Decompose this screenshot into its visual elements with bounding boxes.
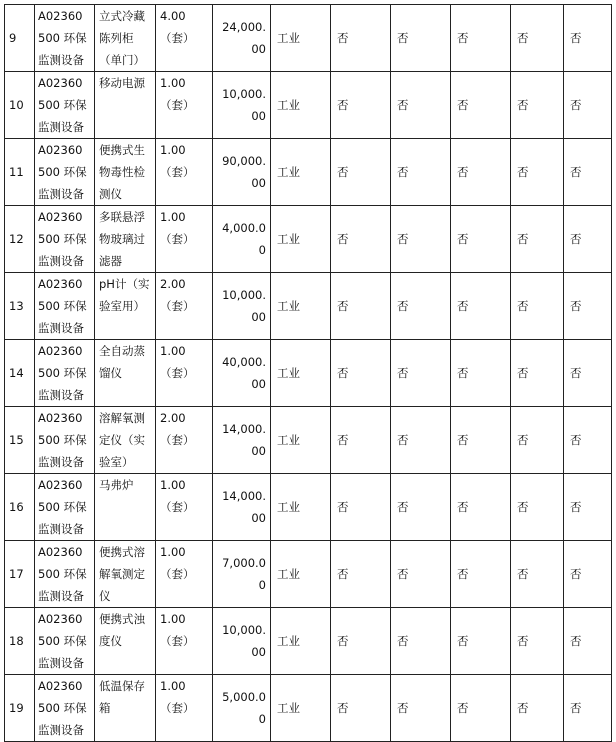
- flag-cell-5: 否: [564, 407, 612, 474]
- item-code-line-3: 监测设备: [38, 254, 84, 268]
- item-code-line-1: A02360: [38, 143, 83, 157]
- item-code: [35, 206, 95, 273]
- item-code: [35, 273, 95, 340]
- flag-cell-2: 否: [391, 541, 451, 608]
- item-code-line-1: A02360: [38, 76, 83, 90]
- item-industry: 工业: [271, 474, 331, 541]
- item-name: 全自动蒸馏仪: [95, 340, 156, 407]
- item-code-line-2: 500 环保: [38, 701, 87, 715]
- flag-cell-4: 否: [511, 139, 564, 206]
- item-amount: 14,000.00: [213, 474, 271, 541]
- item-code-line-2: 500 环保: [38, 433, 87, 447]
- item-amount: 14,000.00: [213, 407, 271, 474]
- flag-cell-3: 否: [451, 206, 511, 273]
- flag-cell-4: 否: [511, 474, 564, 541]
- flag-cell-2: 否: [391, 5, 451, 72]
- flag-cell-2: 否: [391, 407, 451, 474]
- flag-cell-3: 否: [451, 407, 511, 474]
- item-industry: 工业: [271, 407, 331, 474]
- row-number: 16: [5, 474, 35, 541]
- item-amount: 90,000.00: [213, 139, 271, 206]
- flag-cell-2: 否: [391, 608, 451, 675]
- item-code-line-2: 500 环保: [38, 232, 87, 246]
- item-quantity: 1.00（套）: [156, 608, 213, 675]
- item-code-line-1: A02360: [38, 210, 83, 224]
- flag-cell-2: 否: [391, 340, 451, 407]
- item-name: 便携式生物毒性检测仪: [95, 139, 156, 206]
- item-industry: 工业: [271, 72, 331, 139]
- item-amount: 4,000.00: [213, 206, 271, 273]
- flag-cell-1: 否: [331, 675, 391, 742]
- flag-cell-2: 否: [391, 139, 451, 206]
- table-row: [5, 340, 612, 407]
- table-row: [5, 5, 612, 72]
- item-code-line-1: A02360: [38, 478, 83, 492]
- flag-cell-4: 否: [511, 206, 564, 273]
- item-code: [35, 474, 95, 541]
- flag-cell-5: 否: [564, 5, 612, 72]
- flag-cell-3: 否: [451, 5, 511, 72]
- row-number: 12: [5, 206, 35, 273]
- item-quantity: 1.00（套）: [156, 541, 213, 608]
- item-code: [35, 407, 95, 474]
- flag-cell-1: 否: [331, 273, 391, 340]
- item-code-line-2: 500 环保: [38, 567, 87, 581]
- flag-cell-1: 否: [331, 72, 391, 139]
- item-quantity: 1.00（套）: [156, 139, 213, 206]
- flag-cell-5: 否: [564, 206, 612, 273]
- item-code-line-1: A02360: [38, 679, 83, 693]
- row-number: 14: [5, 340, 35, 407]
- table-row: [5, 675, 612, 742]
- flag-cell-5: 否: [564, 72, 612, 139]
- item-quantity: 1.00（套）: [156, 474, 213, 541]
- item-code: [35, 5, 95, 72]
- procurement-table: [4, 4, 612, 742]
- item-name: 移动电源: [95, 72, 156, 139]
- row-number: 9: [5, 5, 35, 72]
- flag-cell-1: 否: [331, 139, 391, 206]
- item-code-line-3: 监测设备: [38, 187, 84, 201]
- item-code-line-3: 监测设备: [38, 455, 84, 469]
- row-number: 19: [5, 675, 35, 742]
- flag-cell-1: 否: [331, 206, 391, 273]
- item-code-line-2: 500 环保: [38, 299, 87, 313]
- item-name: 多联悬浮物玻璃过滤器: [95, 206, 156, 273]
- table-row: [5, 407, 612, 474]
- item-industry: 工业: [271, 206, 331, 273]
- item-industry: 工业: [271, 340, 331, 407]
- item-code-line-3: 监测设备: [38, 53, 84, 67]
- item-quantity: 1.00（套）: [156, 675, 213, 742]
- item-code-line-3: 监测设备: [38, 120, 84, 134]
- flag-cell-4: 否: [511, 273, 564, 340]
- flag-cell-4: 否: [511, 675, 564, 742]
- item-amount: 10,000.00: [213, 608, 271, 675]
- item-name: 便携式溶解氧测定仪: [95, 541, 156, 608]
- item-amount: 10,000.00: [213, 72, 271, 139]
- flag-cell-4: 否: [511, 608, 564, 675]
- item-code-line-3: 监测设备: [38, 656, 84, 670]
- flag-cell-5: 否: [564, 474, 612, 541]
- item-code-line-2: 500 环保: [38, 165, 87, 179]
- flag-cell-2: 否: [391, 474, 451, 541]
- flag-cell-4: 否: [511, 541, 564, 608]
- item-code-line-2: 500 环保: [38, 500, 87, 514]
- row-number: 17: [5, 541, 35, 608]
- row-number: 10: [5, 72, 35, 139]
- flag-cell-5: 否: [564, 608, 612, 675]
- flag-cell-1: 否: [331, 5, 391, 72]
- item-amount: 5,000.00: [213, 675, 271, 742]
- table-row: [5, 474, 612, 541]
- table-row: [5, 139, 612, 206]
- item-code-line-1: A02360: [38, 277, 83, 291]
- item-amount: 10,000.00: [213, 273, 271, 340]
- flag-cell-5: 否: [564, 273, 612, 340]
- item-amount: 7,000.00: [213, 541, 271, 608]
- item-code-line-2: 500 环保: [38, 366, 87, 380]
- flag-cell-3: 否: [451, 273, 511, 340]
- item-code-line-1: A02360: [38, 411, 83, 425]
- item-industry: 工业: [271, 5, 331, 72]
- item-name: 立式冷藏陈列柜（单门）: [95, 5, 156, 72]
- item-code-line-1: A02360: [38, 545, 83, 559]
- table-row: [5, 608, 612, 675]
- row-number: 15: [5, 407, 35, 474]
- flag-cell-3: 否: [451, 340, 511, 407]
- flag-cell-3: 否: [451, 474, 511, 541]
- flag-cell-3: 否: [451, 608, 511, 675]
- table-row: [5, 541, 612, 608]
- flag-cell-1: 否: [331, 541, 391, 608]
- flag-cell-3: 否: [451, 675, 511, 742]
- item-industry: 工业: [271, 675, 331, 742]
- row-number: 18: [5, 608, 35, 675]
- row-number: 13: [5, 273, 35, 340]
- item-code: [35, 608, 95, 675]
- flag-cell-5: 否: [564, 340, 612, 407]
- item-code: [35, 541, 95, 608]
- flag-cell-3: 否: [451, 72, 511, 139]
- item-code-line-3: 监测设备: [38, 589, 84, 603]
- item-code-line-3: 监测设备: [38, 723, 84, 737]
- row-number: 11: [5, 139, 35, 206]
- item-code-line-2: 500 环保: [38, 98, 87, 112]
- item-code-line-2: 500 环保: [38, 634, 87, 648]
- item-code-line-1: A02360: [38, 344, 83, 358]
- flag-cell-5: 否: [564, 541, 612, 608]
- item-name: 马弗炉: [95, 474, 156, 541]
- flag-cell-2: 否: [391, 206, 451, 273]
- item-quantity: 4.00（套）: [156, 5, 213, 72]
- item-quantity: 1.00（套）: [156, 206, 213, 273]
- item-code-line-3: 监测设备: [38, 321, 84, 335]
- item-code: [35, 139, 95, 206]
- item-code-line-3: 监测设备: [38, 388, 84, 402]
- item-quantity: 2.00（套）: [156, 273, 213, 340]
- flag-cell-2: 否: [391, 675, 451, 742]
- flag-cell-4: 否: [511, 72, 564, 139]
- item-industry: 工业: [271, 273, 331, 340]
- table-row: [5, 206, 612, 273]
- item-code: [35, 340, 95, 407]
- item-industry: 工业: [271, 541, 331, 608]
- flag-cell-1: 否: [331, 340, 391, 407]
- item-amount: 40,000.00: [213, 340, 271, 407]
- flag-cell-3: 否: [451, 541, 511, 608]
- item-code-line-1: A02360: [38, 612, 83, 626]
- flag-cell-3: 否: [451, 139, 511, 206]
- item-code: [35, 72, 95, 139]
- item-name: 溶解氧测定仪（实验室）: [95, 407, 156, 474]
- flag-cell-1: 否: [331, 474, 391, 541]
- flag-cell-2: 否: [391, 72, 451, 139]
- flag-cell-2: 否: [391, 273, 451, 340]
- item-name: 便携式浊度仪: [95, 608, 156, 675]
- item-code-line-2: 500 环保: [38, 31, 87, 45]
- table-row: [5, 273, 612, 340]
- item-name: 低温保存箱: [95, 675, 156, 742]
- item-code-line-3: 监测设备: [38, 522, 84, 536]
- item-amount: 24,000.00: [213, 5, 271, 72]
- flag-cell-4: 否: [511, 407, 564, 474]
- item-industry: 工业: [271, 139, 331, 206]
- item-quantity: 1.00（套）: [156, 340, 213, 407]
- flag-cell-1: 否: [331, 608, 391, 675]
- flag-cell-5: 否: [564, 675, 612, 742]
- item-name: pH计（实验室用）: [95, 273, 156, 340]
- item-quantity: 1.00（套）: [156, 72, 213, 139]
- flag-cell-4: 否: [511, 340, 564, 407]
- table-row: [5, 72, 612, 139]
- flag-cell-5: 否: [564, 139, 612, 206]
- item-quantity: 2.00（套）: [156, 407, 213, 474]
- flag-cell-1: 否: [331, 407, 391, 474]
- item-code: [35, 675, 95, 742]
- item-industry: 工业: [271, 608, 331, 675]
- item-code-line-1: A02360: [38, 9, 83, 23]
- flag-cell-4: 否: [511, 5, 564, 72]
